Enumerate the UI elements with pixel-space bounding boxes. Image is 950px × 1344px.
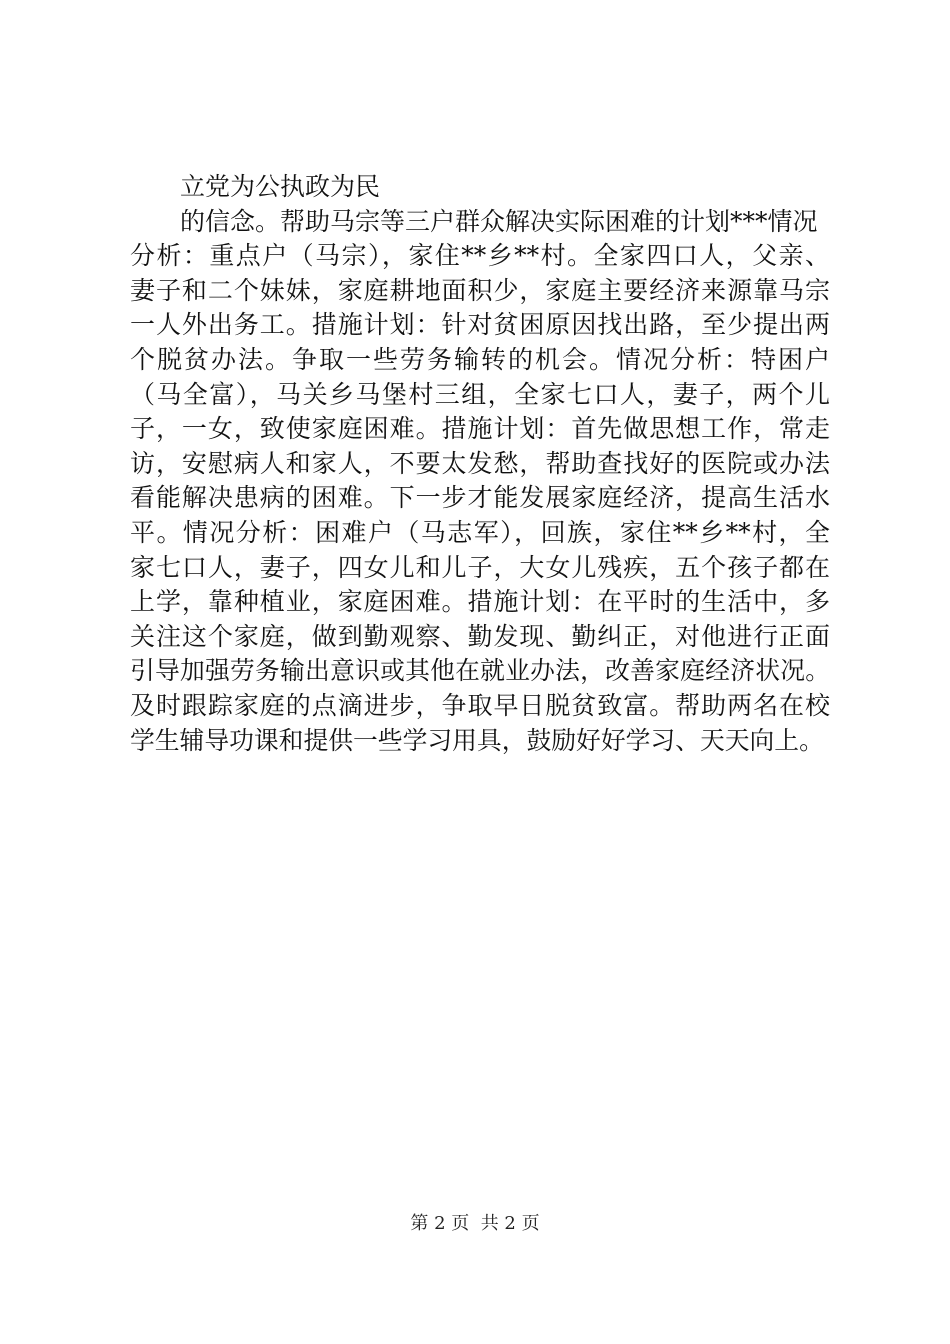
text-line: 及时跟踪家庭的点滴进步，争取早日脱贫致富。帮助两名在校: [130, 690, 830, 720]
text-line: 个脱贫办法。争取一些劳务输转的机会。情况分析：特困户: [130, 344, 830, 374]
text-line: 家七口人，妻子，四女儿和儿子，大女儿残疾，五个孩子都在: [130, 552, 830, 582]
page-number: 第 2 页 共 2 页: [410, 1213, 540, 1234]
text-line: 的信念。帮助马宗等三户群众解决实际困难的计划***情况: [180, 206, 818, 236]
text-line: 引导加强劳务输出意识或其他在就业办法，改善家庭经济状况。: [130, 656, 830, 686]
body-text: [130, 170, 830, 758]
text-line: 妻子和二个妹妹，家庭耕地面积少，家庭主要经济来源靠马宗: [130, 275, 830, 305]
text-line: 立党为公执政为民: [180, 172, 381, 201]
text-line: 学生辅导功课和提供一些学习用具，鼓励好好学习、天天向上。: [130, 725, 824, 755]
text-line: 平。情况分析：困难户（马志军），回族，家住**乡**村，全: [130, 517, 830, 547]
page-footer: [0, 1212, 950, 1236]
text-line: 访，安慰病人和家人，不要太发愁，帮助查找好的医院或办法: [130, 448, 830, 478]
text-line: 上学，靠种植业，家庭困难。措施计划：在平时的生活中，多: [130, 587, 830, 617]
text-line: 关注这个家庭，做到勤观察、勤发现、勤纠正，对他进行正面: [130, 621, 830, 651]
text-line: （马全富），马关乡马堡村三组，全家七口人，妻子，两个儿: [130, 379, 830, 409]
text-line: 分析：重点户（马宗），家住**乡**村。全家四口人，父亲、: [130, 241, 830, 271]
text-line: 子，一女，致使家庭困难。措施计划：首先做思想工作，常走: [130, 414, 830, 444]
text-line: 看能解决患病的困难。下一步才能发展家庭经济，提高生活水: [130, 483, 830, 513]
text-line: 一人外出务工。措施计划：针对贫困原因找出路，至少提出两: [130, 310, 830, 340]
